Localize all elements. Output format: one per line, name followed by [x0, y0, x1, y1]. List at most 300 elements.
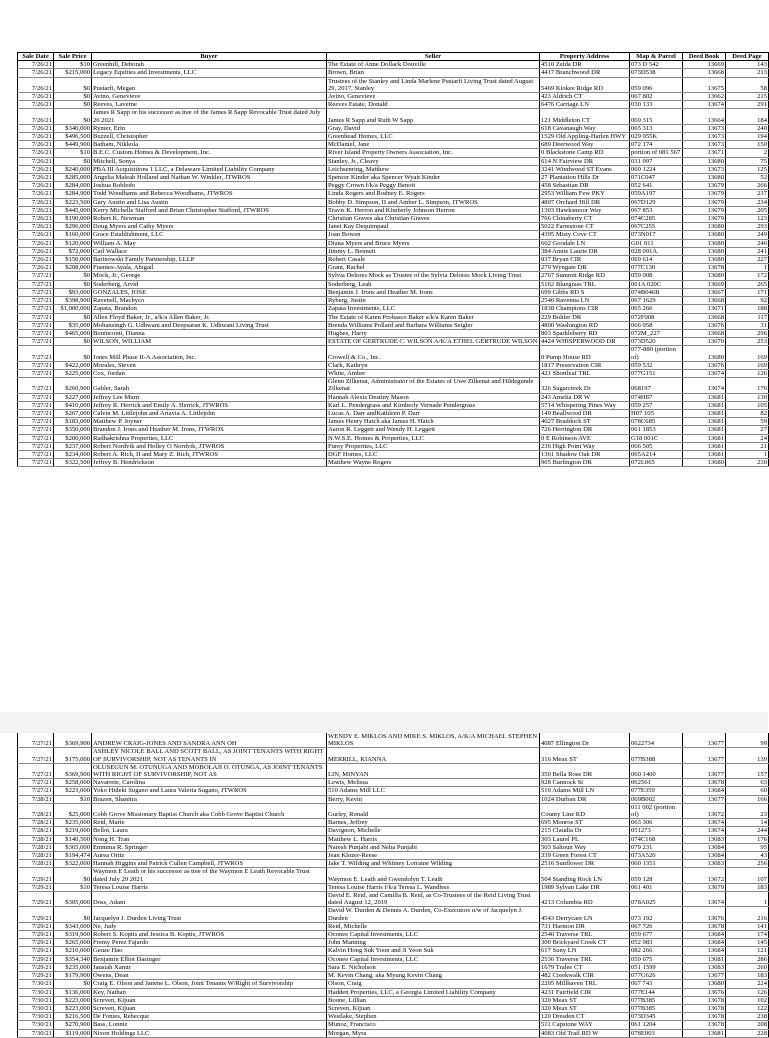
cell-deed-page: 296 — [726, 329, 769, 337]
table-row — [18, 963, 769, 971]
cell-deed-book: 13684 — [683, 947, 726, 955]
cell-property-address: 4807 Orchard Hill DR — [540, 198, 630, 206]
cell-sale-price: $0 — [54, 101, 92, 109]
cell-sale-date: 7/26/21 — [18, 264, 54, 272]
cell-deed-book: 13668 — [683, 329, 726, 337]
cell-sale-price: $10 — [54, 61, 92, 69]
cell-seller: Gurley, Ronald — [327, 803, 540, 818]
cell-deed-page: 291 — [726, 101, 769, 109]
cell-map-parcel: 077B385 — [630, 1004, 683, 1012]
cell-seller: Brown, Brian — [327, 69, 540, 77]
cell-buyer: James R Sapp or his successor as ttee of the James R Sapp Revocable Trust dated July 26 2021 — [92, 109, 327, 124]
cell-map-parcel: 059 675 — [630, 955, 683, 963]
cell-deed-book: 13680 — [683, 980, 726, 988]
table-row — [18, 231, 769, 239]
cell-buyer: ASHLEY NICOLE BALL AND SCOTT BALL, AS JOINT TENANTS WITH RIGHT OF SURVIVORSHIP, NOT AS TENANTS IN — [92, 748, 327, 763]
cell-deed-page: 145 — [726, 939, 769, 947]
cell-deed-book: 13671 — [683, 305, 726, 313]
cell-deed-page: 266 — [726, 182, 769, 190]
cell-deed-page: 121 — [726, 947, 769, 955]
cell-map-parcel: 072L065 — [630, 459, 683, 467]
cell-seller: Janet Kay Dequimpaul — [327, 223, 540, 231]
cell-map-parcel: 067 1629 — [630, 297, 683, 305]
cell-property-address: 339 Green Forest CT — [540, 852, 630, 860]
cell-deed-book: 13677 — [683, 795, 726, 803]
cell-map-parcel: 060 1224 — [630, 165, 683, 173]
table-row — [18, 223, 769, 231]
cell-deed-page: 143 — [726, 61, 769, 69]
cell-deed-book: 13676 — [683, 361, 726, 369]
cell-deed-page: 293 — [726, 223, 769, 231]
cell-sale-price: $284,900 — [54, 190, 92, 198]
cell-property-address: 1838 Champions CIR — [540, 305, 630, 313]
cell-map-parcel: 061 1853 — [630, 426, 683, 434]
cell-sale-date: 7/27/21 — [18, 434, 54, 442]
cell-sale-date: 7/27/21 — [18, 418, 54, 426]
cell-sale-price: $465,000 — [54, 329, 92, 337]
cell-buyer: Yoko Hideki Sugano and Laura Valeria Sugano, JTWROS — [92, 787, 327, 795]
cell-sale-date: 7/29/21 — [18, 907, 54, 922]
cell-sale-date: 7/26/21 — [18, 190, 54, 198]
cell-buyer: Reid, Marie — [92, 819, 327, 827]
cell-sale-date: 7/28/21 — [18, 819, 54, 827]
cell-property-address: 5714 Whispering Pines Way — [540, 401, 630, 409]
cell-map-parcel: 073D345 — [630, 1013, 683, 1021]
cell-sale-date: 7/27/21 — [18, 305, 54, 313]
cell-deed-book: 13676 — [683, 907, 726, 922]
cell-sale-price: $322,500 — [54, 459, 92, 467]
cell-deed-page: 240 — [726, 124, 769, 132]
cell-property-address: 618 Cavanaugh Way — [540, 124, 630, 132]
cell-sale-date: 7/27/21 — [18, 442, 54, 450]
cell-buyer: Boninconti, Dianna — [92, 329, 327, 337]
cell-map-parcel: 079 231 — [630, 843, 683, 851]
cell-sale-date: 7/27/21 — [18, 459, 54, 467]
cell-buyer: Cobb Grove Missionary Baptist Church aka Cobb Grove Baptist Church — [92, 803, 327, 818]
cell-map-parcel: 073A520 — [630, 852, 683, 860]
cell-sale-price: $0 — [54, 313, 92, 321]
cell-sale-price: $150,000 — [54, 256, 92, 264]
deed-table-2 — [17, 733, 769, 1038]
cell-buyer: Doss, Adam — [92, 892, 327, 907]
cell-property-address: 300 Brickyard Creek CT — [540, 939, 630, 947]
table-row — [18, 988, 769, 996]
cell-sale-date: 7/26/21 — [18, 69, 54, 77]
cell-deed-book: 13664 — [683, 109, 726, 124]
table-row — [18, 922, 769, 930]
cell-deed-book: 13672 — [683, 868, 726, 883]
cell-sale-date: 7/30/21 — [18, 1029, 54, 1037]
table-row — [18, 321, 769, 329]
cell-seller: Trustees of the Stanley and Linda Marlene Pustarfi Living Trust dated August 29, 2017, Stanley — [327, 77, 540, 92]
cell-sale-date: 7/26/21 — [18, 231, 54, 239]
cell-buyer: Avino, Genevieve — [92, 93, 327, 101]
cell-property-address: 4395 Misty Cove CT — [540, 231, 630, 239]
table-row — [18, 272, 769, 280]
cell-deed-page: 286 — [726, 955, 769, 963]
cell-sale-price: $215,000 — [54, 69, 92, 77]
cell-buyer: Zapata, Brandon — [92, 305, 327, 313]
cell-map-parcel: 061A 020C — [630, 280, 683, 288]
cell-map-parcel: 011 002 (portion of) — [630, 803, 683, 818]
cell-map-parcel: 067D129 — [630, 198, 683, 206]
cell-property-address: 5022 Farmstone CT — [540, 223, 630, 231]
cell-sale-date: 7/26/21 — [18, 61, 54, 69]
cell-sale-date: 7/26/21 — [18, 149, 54, 157]
cell-map-parcel: 030 133 — [630, 101, 683, 109]
cell-sale-price: $93,000 — [54, 288, 92, 296]
cell-property-address: 121 Middleton CT — [540, 109, 630, 124]
cell-buyer: Ne, Judy — [92, 922, 327, 930]
cell-seller: ESTATE OF GERTRUDE C. WILSON A/K/A ETHEL GERTRUDE WILSON — [327, 338, 540, 346]
table-row — [18, 149, 769, 157]
cell-buyer: Fremy Perez Fajardo — [92, 939, 327, 947]
cell-deed-book: 13681 — [683, 955, 726, 963]
cell-property-address: 511 Capstone WAY — [540, 1021, 630, 1029]
cell-sale-price: $234,000 — [54, 450, 92, 458]
cell-property-address: 482 Creekwalk CIR — [540, 972, 630, 980]
cell-sale-price: $200,000 — [54, 434, 92, 442]
table-row — [18, 955, 769, 963]
cell-seller: Robert Casale — [327, 256, 540, 264]
cell-sale-price: $369,900 — [54, 763, 92, 778]
cell-map-parcel: 059 532 — [630, 361, 683, 369]
cell-deed-book: 13667 — [683, 288, 726, 296]
cell-property-address: 699 Gibbs RD S — [540, 288, 630, 296]
cell-seller: Munoz, Francisco — [327, 1021, 540, 1029]
cell-deed-page: 27 — [726, 426, 769, 434]
table-row — [18, 174, 769, 182]
cell-deed-page: 172 — [726, 272, 769, 280]
cell-sale-price: $265,000 — [54, 939, 92, 947]
cell-sale-price: $340,000 — [54, 124, 92, 132]
cell-seller: Ryberg, Justin — [327, 297, 540, 305]
table-row — [18, 378, 769, 393]
page-gap — [0, 712, 768, 733]
cell-deed-book: 13681 — [683, 1029, 726, 1037]
cell-deed-page: 21 — [726, 442, 769, 450]
cell-map-parcel: 059 257 — [630, 401, 683, 409]
cell-property-address: 120 Dresden CT — [540, 1013, 630, 1021]
cell-buyer: Jacquelyn J. Durden Living Trust — [92, 907, 327, 922]
cell-seller: Boone, Lillian — [327, 996, 540, 1004]
table-row — [18, 852, 769, 860]
cell-deed-book: 13668 — [683, 313, 726, 321]
cell-deed-page: 246 — [726, 239, 769, 247]
cell-seller: White, Amber — [327, 369, 540, 377]
cell-sale-date: 7/27/21 — [18, 409, 54, 417]
cell-sale-date: 7/29/21 — [18, 972, 54, 980]
cell-seller: Christian Graves aka Christian Graves — [327, 215, 540, 223]
cell-seller: Jake T. Wilding and Whitney Lorraine Wilding — [327, 860, 540, 868]
cell-sale-price: $210,000 — [54, 947, 92, 955]
cell-map-parcel: 069 614 — [630, 256, 683, 264]
cell-sale-date: 7/26/21 — [18, 198, 54, 206]
cell-buyer: Robert A. Rich, II and Mary Z. Rich, JTWROS — [92, 450, 327, 458]
cell-seller: Sara E. Nicholson — [327, 963, 540, 971]
cell-deed-book: 13680 — [683, 346, 726, 361]
cell-sale-price: $0 — [54, 157, 92, 165]
cell-buyer: Nixon Holdings LLC — [92, 1029, 327, 1037]
cell-deed-page: 184 — [726, 109, 769, 124]
cell-deed-book: 13669 — [683, 280, 726, 288]
cell-buyer: Todd Woodhams and Rebecca Woodhams, JTWROS — [92, 190, 327, 198]
table-row — [18, 264, 769, 272]
cell-sale-price: $10 — [54, 883, 92, 891]
cell-map-parcel: 077B388 — [630, 748, 683, 763]
table-row — [18, 329, 769, 337]
cell-deed-book: 13673 — [683, 165, 726, 173]
cell-deed-book: 13674 — [683, 378, 726, 393]
cell-deed-book: 13679 — [683, 215, 726, 223]
cell-deed-page: 241 — [726, 247, 769, 255]
cell-property-address: 1817 Preservation CIR — [540, 361, 630, 369]
cell-sale-date: 7/27/21 — [18, 329, 54, 337]
cell-property-address: 905 Burlington DR — [540, 459, 630, 467]
cell-deed-book: 13680 — [683, 272, 726, 280]
cell-sale-date: 7/28/21 — [18, 860, 54, 868]
cell-map-parcel: 074B046B — [630, 288, 683, 296]
table-row — [18, 401, 769, 409]
cell-sale-date: 7/26/21 — [18, 124, 54, 132]
cell-deed-book: 13681 — [683, 434, 726, 442]
cell-buyer: Bellot, Laura — [92, 827, 327, 835]
cell-property-address: 236 High Point Way — [540, 442, 630, 450]
cell-seller: Naresh Punjabi and Neha Punjabi — [327, 843, 540, 851]
cell-sale-date: 7/26/21 — [18, 215, 54, 223]
cell-seller: Crowell & Co., Inc. — [327, 346, 540, 361]
cell-property-address: 1361 Shadow Oak DR — [540, 450, 630, 458]
table-row — [18, 1029, 769, 1037]
cell-sale-date: 7/26/21 — [18, 77, 54, 92]
cell-map-parcel: 067 853 — [630, 206, 683, 214]
table-row — [18, 980, 769, 988]
cell-buyer: Jeffrey B. Hendrickson — [92, 459, 327, 467]
cell-property-address: 731 Harmon DR — [540, 922, 630, 930]
cell-sale-price: $350,000 — [54, 426, 92, 434]
cell-sale-price: $10 — [54, 149, 92, 157]
cell-sale-price: $0 — [54, 109, 92, 124]
cell-sale-date: 7/27/21 — [18, 288, 54, 296]
cell-seller: Sylvia Delores Mock as Trustee of the Sylvia Delores Mock Living Trust — [327, 272, 540, 280]
table-row — [18, 947, 769, 955]
table-row — [18, 787, 769, 795]
cell-deed-page: 1 — [726, 892, 769, 907]
cell-map-parcel: 073D538 — [630, 69, 683, 77]
cell-map-parcel: 062561 — [630, 779, 683, 787]
deed-sheet-2 — [0, 733, 768, 1037]
table-row — [18, 141, 769, 149]
cell-sale-date: 7/26/21 — [18, 165, 54, 173]
cell-deed-book: 13680 — [683, 459, 726, 467]
cell-sale-date: 7/29/21 — [18, 963, 54, 971]
cell-deed-book: 13680 — [683, 223, 726, 231]
cell-deed-book: 13679 — [683, 198, 726, 206]
cell-buyer: Matthew P. Joyner — [92, 418, 327, 426]
cell-property-address: 423 Aldrich CT — [540, 93, 630, 101]
cell-seller: Brenda Williams Pollard and Barbara Williams Seigler — [327, 321, 540, 329]
cell-deed-page: 63 — [726, 779, 769, 787]
table-row — [18, 61, 769, 69]
cell-deed-book: 13670 — [683, 338, 726, 346]
cell-deed-page: 213 — [726, 69, 769, 77]
cell-deed-page: 176 — [726, 835, 769, 843]
cell-seller: Travis K. Herron and Kimberly Johnson Herron — [327, 206, 540, 214]
cell-seller: Aaron R. Leggett and Wendy H. Leggett — [327, 426, 540, 434]
cell-buyer: Aurea Ortiz — [92, 852, 327, 860]
cell-map-parcel: 059 008 — [630, 272, 683, 280]
cell-deed-book: 13681 — [683, 450, 726, 458]
cell-sale-date: 7/27/21 — [18, 346, 54, 361]
table-row — [18, 748, 769, 763]
cell-sale-price: $0 — [54, 272, 92, 280]
cell-sale-price: $0 — [54, 338, 92, 346]
cell-buyer: Carl Wallace — [92, 247, 327, 255]
cell-property-address: 0 Pump House RD — [540, 346, 630, 361]
cell-sale-price: $0 — [54, 77, 92, 92]
cell-deed-book: 13680 — [683, 174, 726, 182]
cell-sale-price: $216,500 — [54, 1013, 92, 1021]
table-row — [18, 247, 769, 255]
cell-deed-page: 130 — [726, 393, 769, 401]
cell-sale-date: 7/29/21 — [18, 939, 54, 947]
cell-seller: Jimmy L. Bennett — [327, 247, 540, 255]
cell-seller: The Estate of Karen Probasco Baker a/k/a Karen Baker — [327, 313, 540, 321]
cell-sale-price: $179,900 — [54, 972, 92, 980]
cell-seller: Benjamin J. Irons and Heather M. Irons — [327, 288, 540, 296]
cell-seller: Reeves Estate, Donald — [327, 101, 540, 109]
cell-sale-date: 7/29/21 — [18, 892, 54, 907]
cell-deed-page: 215 — [726, 93, 769, 101]
cell-sale-date: 7/26/21 — [18, 93, 54, 101]
table-row — [18, 931, 769, 939]
table-row — [18, 795, 769, 803]
cell-sale-price: $240,000 — [54, 165, 92, 173]
cell-seller: N.W.S.E. Homes & Properties, LLC — [327, 434, 540, 442]
cell-map-parcel: 077E144 — [630, 988, 683, 996]
cell-deed-page: 43 — [726, 852, 769, 860]
cell-property-address: 316 Meax ST — [540, 748, 630, 763]
cell-map-parcel: 0622734 — [630, 733, 683, 748]
cell-seller: 510 Adams Mill LLC — [327, 787, 540, 795]
cell-map-parcel: 074C285 — [630, 215, 683, 223]
cell-deed-page: 216 — [726, 907, 769, 922]
cell-deed-book: 13671 — [683, 149, 726, 157]
cell-map-parcel: 077G626 — [630, 972, 683, 980]
cell-deed-book: 13674 — [683, 827, 726, 835]
cell-deed-page: 102 — [726, 996, 769, 1004]
cell-sale-price: $160,000 — [54, 231, 92, 239]
cell-buyer: Doug Myers and Cathy Myers — [92, 223, 327, 231]
cell-sale-date: 7/27/21 — [18, 426, 54, 434]
table-row — [18, 1021, 769, 1029]
cell-sale-date: 7/27/21 — [18, 321, 54, 329]
cell-property-address: 2205 Millhaven TRL — [540, 980, 630, 988]
cell-deed-book: 13673 — [683, 124, 726, 132]
cell-deed-page: 228 — [726, 1029, 769, 1037]
cell-deed-page: 234 — [726, 198, 769, 206]
table-row — [18, 157, 769, 165]
cell-sale-price: $305,000 — [54, 892, 92, 907]
cell-buyer: Jausiah Xamir — [92, 963, 327, 971]
cell-property-address: 2767 Summit Ridge RD — [540, 272, 630, 280]
cell-sale-date: 7/30/21 — [18, 980, 54, 988]
cell-map-parcel: 051273 — [630, 827, 683, 835]
cell-map-parcel: 077C130 — [630, 264, 683, 272]
cell-property-address: 837 Bryan CIR — [540, 256, 630, 264]
table-row — [18, 434, 769, 442]
cell-map-parcel: 068197 — [630, 378, 683, 393]
cell-deed-page: 260 — [726, 963, 769, 971]
cell-sale-price: $140,500 — [54, 835, 92, 843]
cell-property-address: 279 Wyngate DR — [540, 264, 630, 272]
cell-sale-price: $322,000 — [54, 860, 92, 868]
cell-deed-book: 13684 — [683, 852, 726, 860]
cell-deed-page: 126 — [726, 369, 769, 377]
table-row — [18, 93, 769, 101]
cell-property-address: 4543 Derrycare LN — [540, 907, 630, 922]
cell-sale-price: $190,000 — [54, 215, 92, 223]
cell-buyer: De Fontes, Rebecque — [92, 1013, 327, 1021]
cell-property-address: 928 Cannock St — [540, 779, 630, 787]
cell-deed-book: 13678 — [683, 922, 726, 930]
cell-deed-page: 169 — [726, 361, 769, 369]
cell-sale-date: 7/30/21 — [18, 996, 54, 1004]
cell-sale-date: 7/28/21 — [18, 795, 54, 803]
cell-property-address: 5162 Bluegrass TRL — [540, 280, 630, 288]
cell-sale-price: $445,000 — [54, 206, 92, 214]
table-row — [18, 338, 769, 346]
cell-deed-page: 237 — [726, 190, 769, 198]
cell-map-parcel: 078C685 — [630, 418, 683, 426]
cell-property-address: 27 Plantation Hills Dr — [540, 174, 630, 182]
cell-seller: David W. Durden & Dennis A. Durden, Co-Executors u/w of Jacquelyn J. Durden — [327, 907, 540, 922]
cell-deed-book: 13677 — [683, 733, 726, 748]
table-row — [18, 346, 769, 361]
cell-map-parcel: 065A214 — [630, 450, 683, 458]
cell-sale-price: $10 — [54, 795, 92, 803]
table-row — [18, 369, 769, 377]
cell-seller: Westlake, Stephen — [327, 1013, 540, 1021]
cell-map-parcel: 060 1400 — [630, 763, 683, 778]
cell-seller: Matthew L. Harris — [327, 835, 540, 843]
cell-property-address: 229 Bohler DR — [540, 313, 630, 321]
cell-seller: John Manning — [327, 939, 540, 947]
cell-deed-book: 13678 — [683, 779, 726, 787]
table-row — [18, 361, 769, 369]
cell-seller: Stanley, Jr., Cleavy — [327, 157, 540, 165]
cell-property-address: 4027 Braddock ST — [540, 418, 630, 426]
cell-buyer: Buzzell, Christopher — [92, 133, 327, 141]
cell-property-address: 2546 Ravenna LN — [540, 297, 630, 305]
cell-map-parcel: G18 001C — [630, 434, 683, 442]
cell-sale-price: $25,000 — [54, 803, 92, 818]
cell-sale-price: $422,000 — [54, 361, 92, 369]
cell-sale-date: 7/30/21 — [18, 1004, 54, 1012]
cell-property-address: 3241 Windwood ST Evans — [540, 165, 630, 173]
cell-buyer: ANDREW CRAIG-JONES AND SANDRA ANN OH — [92, 733, 327, 748]
cell-sale-date: 7/28/21 — [18, 803, 54, 818]
cell-sale-date: 7/27/21 — [18, 361, 54, 369]
cell-map-parcel: 072F008 — [630, 313, 683, 321]
cell-deed-page: 183 — [726, 883, 769, 891]
cell-deed-book: 13679 — [683, 206, 726, 214]
deed-table-1 — [17, 52, 769, 467]
cell-deed-book: 13681 — [683, 393, 726, 401]
cell-sale-date: 7/27/21 — [18, 369, 54, 377]
cell-sale-date: 7/27/21 — [18, 763, 54, 778]
cell-seller: Kalvin Hong Suk Yoon and Ji Yeon Suk — [327, 947, 540, 955]
